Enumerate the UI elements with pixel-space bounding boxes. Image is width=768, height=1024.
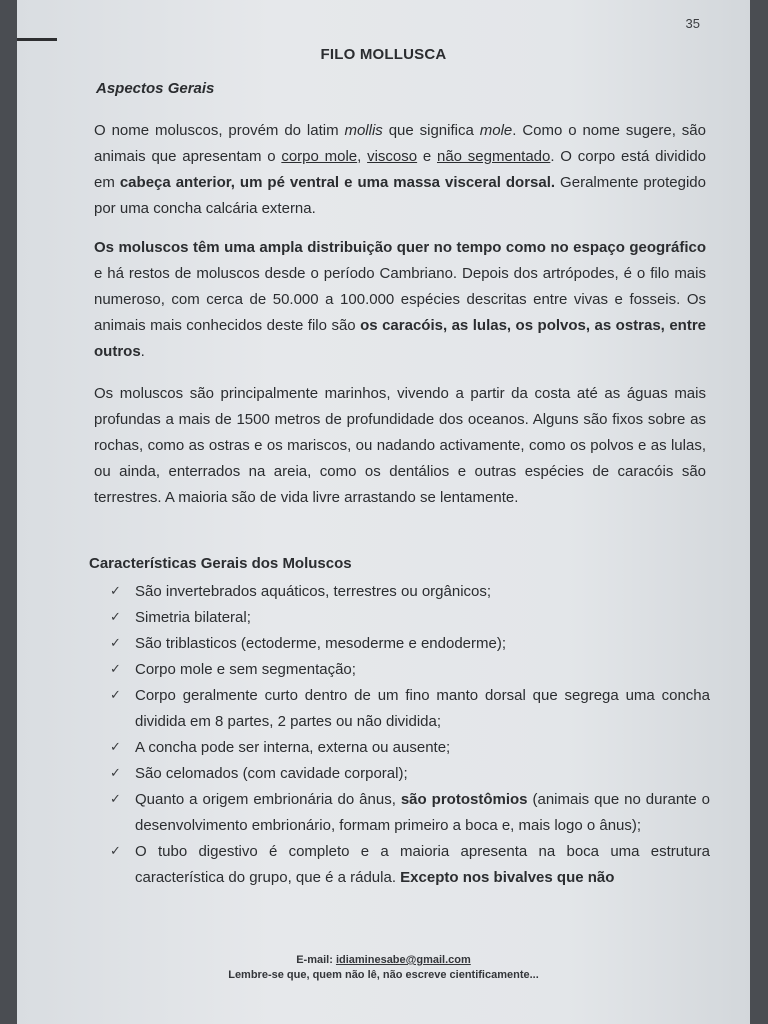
term-meaning: mole — [479, 122, 513, 139]
page-number: 35 — [685, 16, 700, 31]
bold-phrase: Excepto nos bivalves que não — [400, 869, 615, 886]
email-link[interactable]: idiaminesabe@gmail.com — [335, 954, 471, 966]
list-item-text: São celomados (com cavidade corporal); — [135, 765, 408, 782]
list-item-text: Corpo geralmente curto dentro de um fino manto dorsal que segrega uma concha dividida em 8 partes, 2 partes ou não dividida; — [135, 687, 710, 730]
list-item — [110, 683, 710, 735]
list-item-text: Corpo mole e sem segmentação; — [135, 661, 356, 678]
text: O nome moluscos, provém do latim — [94, 122, 345, 139]
list-item — [110, 631, 710, 657]
list-item-text: São invertebrados aquáticos, terrestres ou orgânicos; — [135, 583, 492, 600]
list-item — [110, 735, 710, 761]
bold-phrase: cabeça anterior, um pé ventral e uma massa visceral dorsal. — [119, 174, 556, 191]
text: . Como o nome sugere, são animais que apresentam o — [94, 122, 706, 165]
text: e — [417, 148, 437, 165]
text: que significa — [382, 122, 480, 139]
underlined-term: não segmentado — [437, 148, 551, 165]
paragraph-habitat: Os moluscos são principalmente marinhos, vivendo a partir da costa até as águas mais profundas a mais de 1500 metros de profundidade dos oceanos. Alguns são fixos sobre as rochas, como as ostras e os mariscos, ou nadando activamente, como os polvos e as lulas, ou ainda, enterrados na areia, como os dentálios e outras espécies de caracóis são terrestres. A maioria são de vida livre arrastando se lentamente. — [94, 385, 706, 506]
checkmark-icon: ✓ — [110, 636, 121, 651]
checkmark-icon: ✓ — [110, 844, 121, 859]
list-item — [110, 579, 710, 605]
margin-mark — [17, 38, 57, 41]
list-item — [110, 605, 710, 631]
list-item — [110, 761, 710, 787]
bold-phrase: os caracóis, as lulas, os polvos, as ostras, entre outros — [94, 317, 706, 360]
list-item — [110, 787, 710, 839]
page-footer — [17, 953, 750, 983]
document-page — [17, 0, 750, 1024]
text: . O corpo está dividido em — [94, 148, 706, 191]
list-item-text: Simetria bilateral; — [135, 609, 251, 626]
paragraph-distribution — [94, 235, 706, 365]
list-item — [110, 657, 710, 683]
bold-phrase: Os moluscos têm uma ampla distribuição quer no tempo como no espaço geográfico — [94, 239, 706, 256]
list-item — [110, 839, 710, 891]
section-heading: Aspectos Gerais — [96, 80, 215, 97]
text: e há restos de moluscos desde o período Cambriano. Depois dos artrópodes, é o filo mais numeroso, com cerca de 50.000 a 100.000 espécies descritas entre vivas e fosseis. Os animais mais conhecidos deste filo são — [94, 265, 706, 334]
text: , — [357, 148, 368, 165]
checkmark-icon: ✓ — [110, 766, 121, 781]
text: . — [140, 343, 145, 360]
email-label: E-mail: — [296, 954, 336, 966]
checkmark-icon: ✓ — [110, 792, 121, 807]
footer-email-line — [17, 953, 750, 968]
bold-phrase: são protostômios — [400, 791, 528, 808]
paragraph-intro — [94, 118, 706, 222]
underlined-term: corpo mole — [281, 148, 358, 165]
list-item-text: São triblasticos (ectoderme, mesoderme e endoderme); — [135, 635, 507, 652]
characteristics-heading: Características Gerais dos Moluscos — [89, 555, 352, 572]
checkmark-icon: ✓ — [110, 584, 121, 599]
list-item-text: O tubo digestivo é completo e a maioria apresenta na boca uma estrutura característica do grupo, que é a rádula. — [135, 843, 710, 886]
text: Geralmente protegido por uma concha calcária externa. — [94, 174, 706, 217]
characteristics-list — [110, 579, 710, 891]
checkmark-icon: ✓ — [110, 662, 121, 677]
list-item-text: (animais que no durante o desenvolvimento embrionário, formam primeiro a boca e, mais logo o ânus); — [135, 791, 710, 834]
list-item-text: Quanto a origem embrionária do ânus, — [135, 791, 401, 808]
underlined-term: viscoso — [367, 148, 418, 165]
list-item-text: A concha pode ser interna, externa ou ausente; — [135, 739, 451, 756]
footer-motto: Lembre-se que, quem não lê, não escreve cientificamente... — [228, 969, 539, 981]
checkmark-icon: ✓ — [110, 688, 121, 703]
checkmark-icon: ✓ — [110, 740, 121, 755]
latin-term: mollis — [344, 122, 383, 139]
checkmark-icon: ✓ — [110, 610, 121, 625]
document-title: FILO MOLLUSCA — [320, 46, 447, 63]
